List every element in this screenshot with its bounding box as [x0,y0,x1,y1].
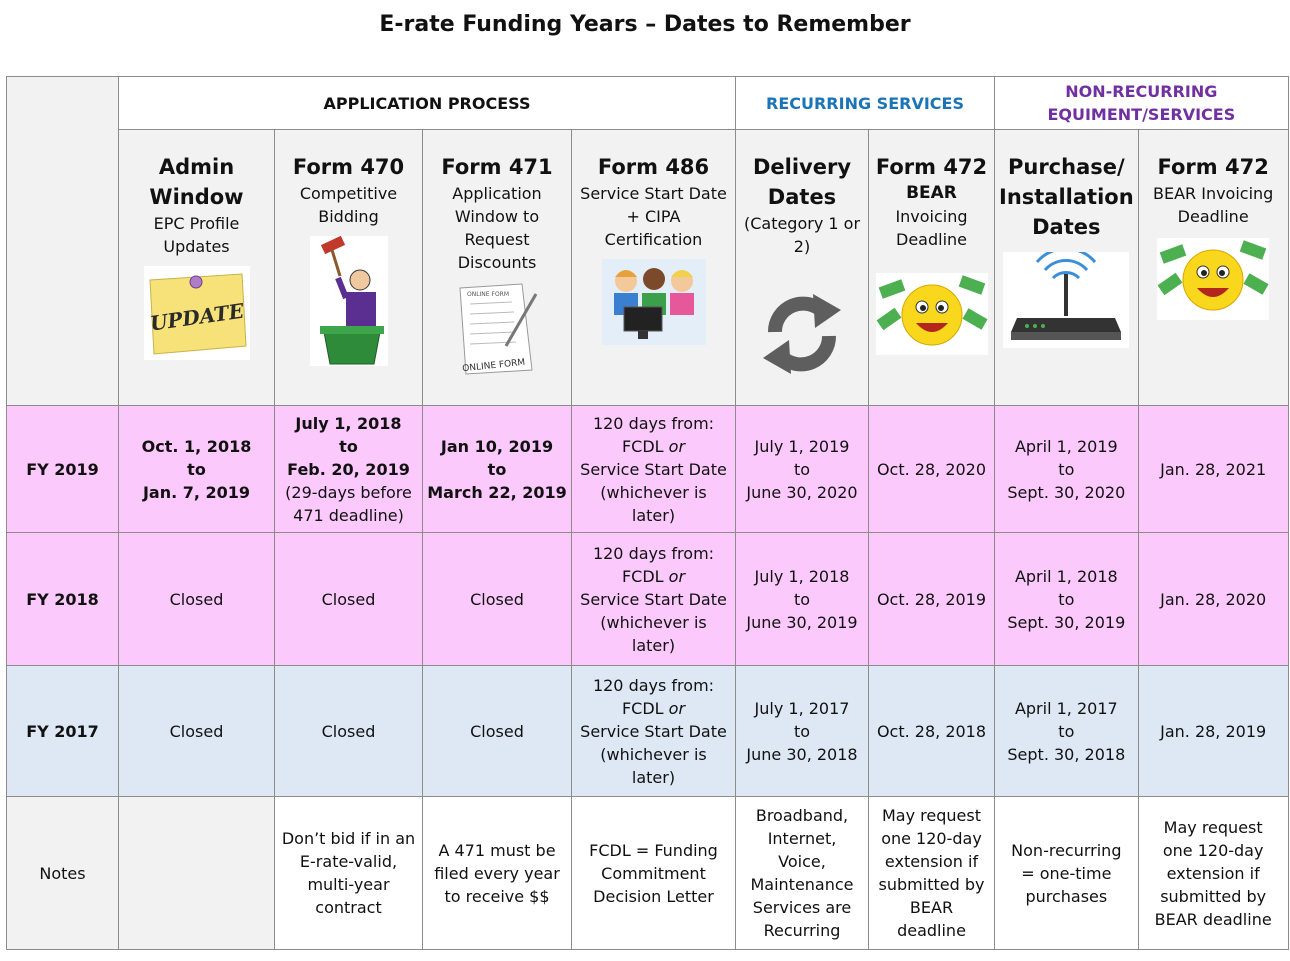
column-header-form-472-bear: Form 472 BEAR Invoicing Deadline [869,130,995,406]
cell-delivery-dates: July 1, 2017 to June 30, 2018 [736,666,869,797]
cell-bear-deadline: Oct. 28, 2020 [869,406,995,533]
cell-purchase-dates: April 1, 2019 to Sept. 30, 2020 [995,406,1139,533]
column-header-form-486: Form 486 Service Start Date + CIPA Certification [572,130,736,406]
row-label-fy2017: FY 2017 [7,666,119,797]
cell-form-470: July 1, 2018 to Feb. 20, 2019 (29-days before 471 deadline) [275,406,423,533]
online-form-top-text: ONLINE FORM [466,291,510,298]
group-nonrecurring-services: NON-RECURRING EQUIMENT/SERVICES [995,77,1289,130]
table-row-notes [7,797,1289,950]
column-header-row [7,130,1289,406]
kids-at-computer-icon [602,259,706,345]
corner-cell [7,77,119,406]
column-header-form-470: Form 470 Competitive Bidding [275,130,423,406]
column-header-admin-window: Admin Window EPC Profile Updates UPDATE [119,130,275,406]
cell-form-470: Don’t bid if in an E-rate-valid, multi-year contract [275,797,423,950]
cell-form-470: Closed [275,666,423,797]
group-application-process: APPLICATION PROCESS [119,77,736,130]
cell-form-471: Jan 10, 2019 to March 22, 2019 [423,406,572,533]
cell-admin-window: Oct. 1, 2018 to Jan. 7, 2019 [119,406,275,533]
funding-years-table [6,76,1289,950]
cell-admin-window: Closed [119,533,275,666]
cell-bear-invoicing-deadline: May request one 120-day extension if submitted by BEAR deadline [1138,797,1288,950]
table-row-fy2019 [7,406,1289,533]
table-row-fy2017 [7,666,1289,797]
cell-bear-deadline: May request one 120-day extension if submitted by BEAR deadline [869,797,995,950]
cell-delivery-dates: Broadband, Internet, Voice, Maintenance Services are Recurring [736,797,869,950]
update-note-text: UPDATE [148,298,245,336]
cell-bear-invoicing-deadline: Jan. 28, 2021 [1138,406,1288,533]
table-row-fy2018 [7,533,1289,666]
cell-delivery-dates: July 1, 2018 to June 30, 2019 [736,533,869,666]
cell-form-471: Closed [423,533,572,666]
cell-admin-window: Closed [119,666,275,797]
cell-purchase-dates: April 1, 2018 to Sept. 30, 2019 [995,533,1139,666]
group-recurring-services: RECURRING SERVICES [736,77,995,130]
column-header-form-471: Form 471 Application Window to Request Discounts ONLINE FORM ONLINE FORM [423,130,572,406]
smiley-money-icon [876,273,988,355]
cell-admin-window [119,797,275,950]
cell-form-486: FCDL = Funding Commitment Decision Letter [572,797,736,950]
online-form-bottom-text: ONLINE FORM [461,357,526,375]
wifi-router-icon [1003,252,1129,348]
cell-form-486: 120 days from: FCDL or Service Start Date (whichever is later) [572,666,736,797]
column-header-form-472-invoicing: Form 472 BEAR Invoicing Deadline [1138,130,1288,406]
column-header-purchase-installation: Purchase/ Installation Dates [995,130,1139,406]
column-header-delivery-dates: Delivery Dates (Category 1 or 2) [736,130,869,406]
cell-form-471: Closed [423,666,572,797]
cell-bear-invoicing-deadline: Jan. 28, 2019 [1138,666,1288,797]
auctioneer-gavel-icon [310,236,388,366]
group-header-row [7,77,1289,130]
cell-bear-deadline: Oct. 28, 2019 [869,533,995,666]
cell-bear-invoicing-deadline: Jan. 28, 2020 [1138,533,1288,666]
page-title: E-rate Funding Years – Dates to Remember [379,12,911,37]
refresh-arrows-icon [757,288,847,380]
cell-form-486: 120 days from: FCDL or Service Start Date (whichever is later) [572,533,736,666]
smiley-money-icon [1154,238,1272,320]
cell-form-471: A 471 must be filed every year to receive $$ [423,797,572,950]
update-sticky-note-icon [144,266,250,360]
row-label-notes: Notes [7,797,119,950]
row-label-fy2019: FY 2019 [7,406,119,533]
cell-delivery-dates: July 1, 2019 to June 30, 2020 [736,406,869,533]
cell-form-486: 120 days from: FCDL or Service Start Date (whichever is later) [572,406,736,533]
online-form-icon [452,282,542,378]
row-label-fy2018: FY 2018 [7,533,119,666]
cell-form-470: Closed [275,533,423,666]
cell-bear-deadline: Oct. 28, 2018 [869,666,995,797]
cell-purchase-dates: April 1, 2017 to Sept. 30, 2018 [995,666,1139,797]
cell-purchase-dates: Non-recurring = one-time purchases [995,797,1139,950]
